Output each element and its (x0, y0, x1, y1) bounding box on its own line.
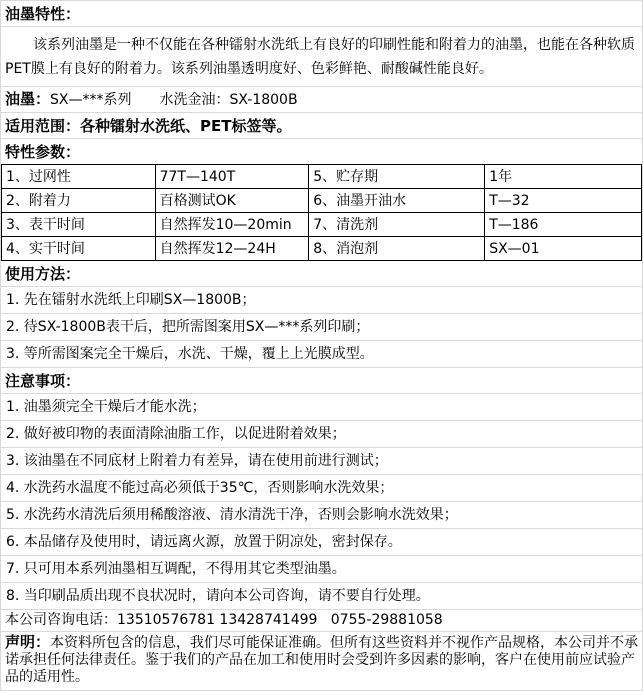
note-item: 2. 做好被印物的表面清除油脂工作，以促进附着效果； (1, 421, 642, 448)
notes-heading: 注意事项： (1, 368, 642, 394)
param-name-cell: 2、附着力 (2, 189, 156, 213)
param-value-cell: 自然挥发12—24H (155, 237, 309, 261)
param-name-cell: 1、过网性 (2, 165, 156, 189)
parameters-table (1, 164, 642, 261)
ink-series-line (1, 87, 642, 113)
ink-features-description: 该系列油墨是一种不仅能在各种镭射水洗纸上有良好的印刷性能和附着力的油墨，也能在各种软质PET膜上有良好的附着力。该系列油墨透明度好、色彩鲜艳、耐酸碱性能良好。 (1, 27, 642, 87)
contact-phone-line (1, 610, 642, 632)
contact-phone-label: 本公司咨询电话： (5, 612, 117, 628)
ink-series-value: SX—***系列 水洗金油：SX-1800B (50, 92, 298, 108)
usage-heading: 使用方法： (1, 261, 642, 287)
param-value-cell: T—186 (485, 213, 642, 237)
statement-label: 声明： (5, 633, 51, 651)
note-item: 5. 水洗药水清洗后须用稀酸溶液、清水清洗干净，否则会影响水洗效果； (1, 502, 642, 529)
param-value-cell: 77T—140T (155, 165, 309, 189)
param-value-cell: 自然挥发10—20min (155, 213, 309, 237)
note-item: 3. 该油墨在不同底材上附着力有差异，请在使用前进行测试； (1, 448, 642, 475)
parameters-table-row (2, 213, 642, 237)
parameters-table-row (2, 189, 642, 213)
usage-item: 3. 等所需图案完全干燥后，水洗、干燥，覆上上光膜成型。 (1, 341, 642, 368)
ink-features-heading: 油墨特性： (1, 1, 642, 27)
param-name-cell: 8、消泡剂 (309, 237, 485, 261)
usage-item: 1. 先在镭射水洗纸上印刷SX—1800B； (1, 287, 642, 314)
parameters-heading: 特性参数： (5, 143, 81, 161)
note-item: 8. 当印刷品质出现不良状况时，请向本公司咨询，请不要自行处理。 (1, 583, 642, 610)
param-value-cell: 百格测试OK (155, 189, 309, 213)
param-name-cell: 3、表干时间 (2, 213, 156, 237)
contact-phone-numbers: 13510576781 13428741499 0755-29881058 (117, 612, 443, 628)
note-item: 6. 本品储存及使用时，请远离火源，放置于阴凉处，密封保存。 (1, 529, 642, 556)
param-value-cell: T—32 (485, 189, 642, 213)
param-name-cell: 6、油墨开油水 (309, 189, 485, 213)
usage-item: 2. 待SX-1800B表干后，把所需图案用SX—***系列印刷； (1, 314, 642, 341)
ink-series-label: 油墨： (5, 90, 51, 108)
param-name-cell: 7、清洗剂 (309, 213, 485, 237)
statement-text: 本资料所包含的信息，我们尽可能保证准确。但所有这些资料并不视作产品规格，本公司并不承诺承担任何法律责任。鉴于我们的产品在加工和使用时会受到许多因素的影响，客户在使用前应试验产品的适用性。 (5, 635, 639, 685)
param-value-cell: 1年 (485, 165, 642, 189)
application-scope-label: 适用范围： (5, 117, 81, 135)
parameters-table-section (1, 164, 642, 261)
param-name-cell: 4、实干时间 (2, 237, 156, 261)
application-scope-line (1, 113, 642, 139)
param-name-cell: 5、贮存期 (309, 165, 485, 189)
application-scope-value: 各种镭射水洗纸、PET标签等。 (80, 117, 292, 135)
note-item: 4. 水洗药水温度不能过高必须低于35℃，否则影响水洗效果； (1, 475, 642, 502)
parameters-table-row (2, 165, 642, 189)
note-item: 1. 油墨须完全干燥后才能水洗； (1, 394, 642, 421)
parameters-table-row (2, 237, 642, 261)
param-value-cell: SX—01 (485, 237, 642, 261)
statement-line (1, 632, 642, 691)
note-item: 7. 只可用本系列油墨相互调配，不得用其它类型油墨。 (1, 556, 642, 583)
